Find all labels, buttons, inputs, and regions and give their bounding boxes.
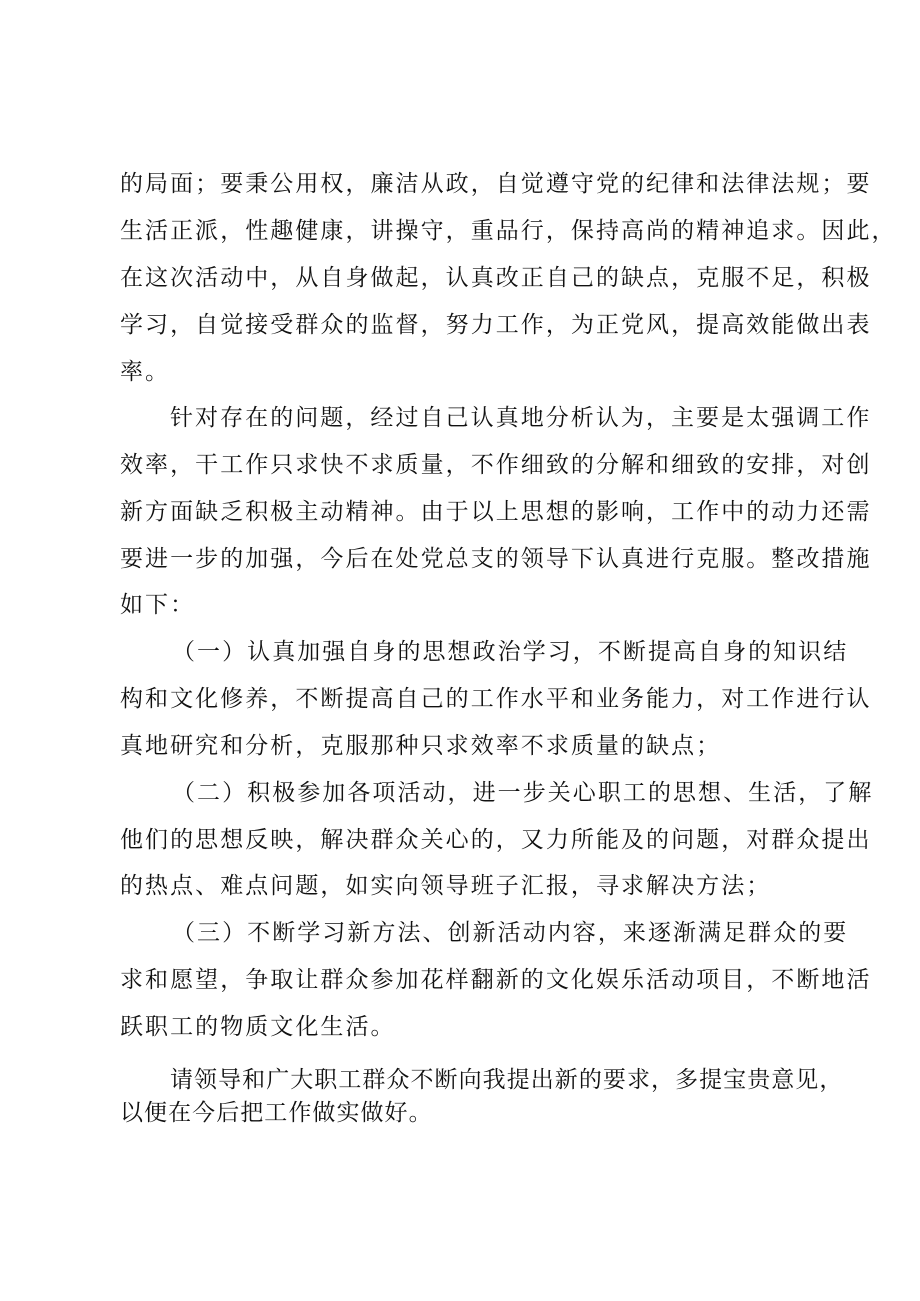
p5-line-3: 跃职工的物质文化生活。 [120, 1014, 396, 1040]
p4-line-1: （二）积极参加各项活动，进一步关心职工的思想、生活，了解 [172, 780, 874, 806]
p6-line-2: 以便在今后把工作做实做好。 [120, 1100, 433, 1126]
p1-line-1: 的局面；要秉公用权，廉洁从政，自觉遵守党的纪律和法律法规；要 [120, 171, 872, 197]
p2-line-3: 新方面缺乏积极主动精神。由于以上思想的影响，工作中的动力还需 [120, 499, 872, 525]
p2-line-2: 效率，干工作只求快不求质量，不作细致的分解和细致的安排，对创 [120, 452, 872, 478]
p2-line-4: 要进一步的加强，今后在处党总支的领导下认真进行克服。整改措施 [120, 546, 872, 572]
p1-line-4: 学习，自觉接受群众的监督，努力工作，为正党风，提高效能做出表 [120, 312, 872, 338]
p2-line-5: 如下： [120, 592, 196, 618]
p3-line-1: （一）认真加强自身的思想政治学习，不断提高自身的知识结 [172, 639, 849, 665]
p1-line-5: 率。 [120, 359, 171, 385]
p5-line-2: 求和愿望，争取让群众参加花样翻新的文化娱乐活动项目，不断地活 [120, 967, 872, 993]
p4-line-2: 他们的思想反映，解决群众关心的，又力所能及的问题，对群众提出 [120, 827, 872, 853]
p5-line-1: （三）不断学习新方法、创新活动内容，来逐渐满足群众的要 [172, 920, 849, 946]
p4-line-3: 的热点、难点问题，如实向领导班子汇报，寻求解决方法； [120, 873, 772, 899]
p2-line-1: 针对存在的问题，经过自己认真地分析认为，主要是太强调工作 [170, 405, 872, 431]
p1-line-3: 在这次活动中，从自身做起，认真改正自己的缺点，克服不足，积极 [120, 265, 872, 291]
p3-line-2: 构和文化修养，不断提高自己的工作水平和业务能力，对工作进行认 [120, 686, 872, 712]
p6-line-1: 请领导和广大职工群众不断向我提出新的要求，多提宝贵意见， [170, 1067, 844, 1093]
p1-line-2: 生活正派，性趣健康，讲操守，重品行，保持高尚的精神追求。因此， [120, 218, 897, 244]
p3-line-3: 真地研究和分析，克服那种只求效率不求质量的缺点； [120, 733, 722, 759]
